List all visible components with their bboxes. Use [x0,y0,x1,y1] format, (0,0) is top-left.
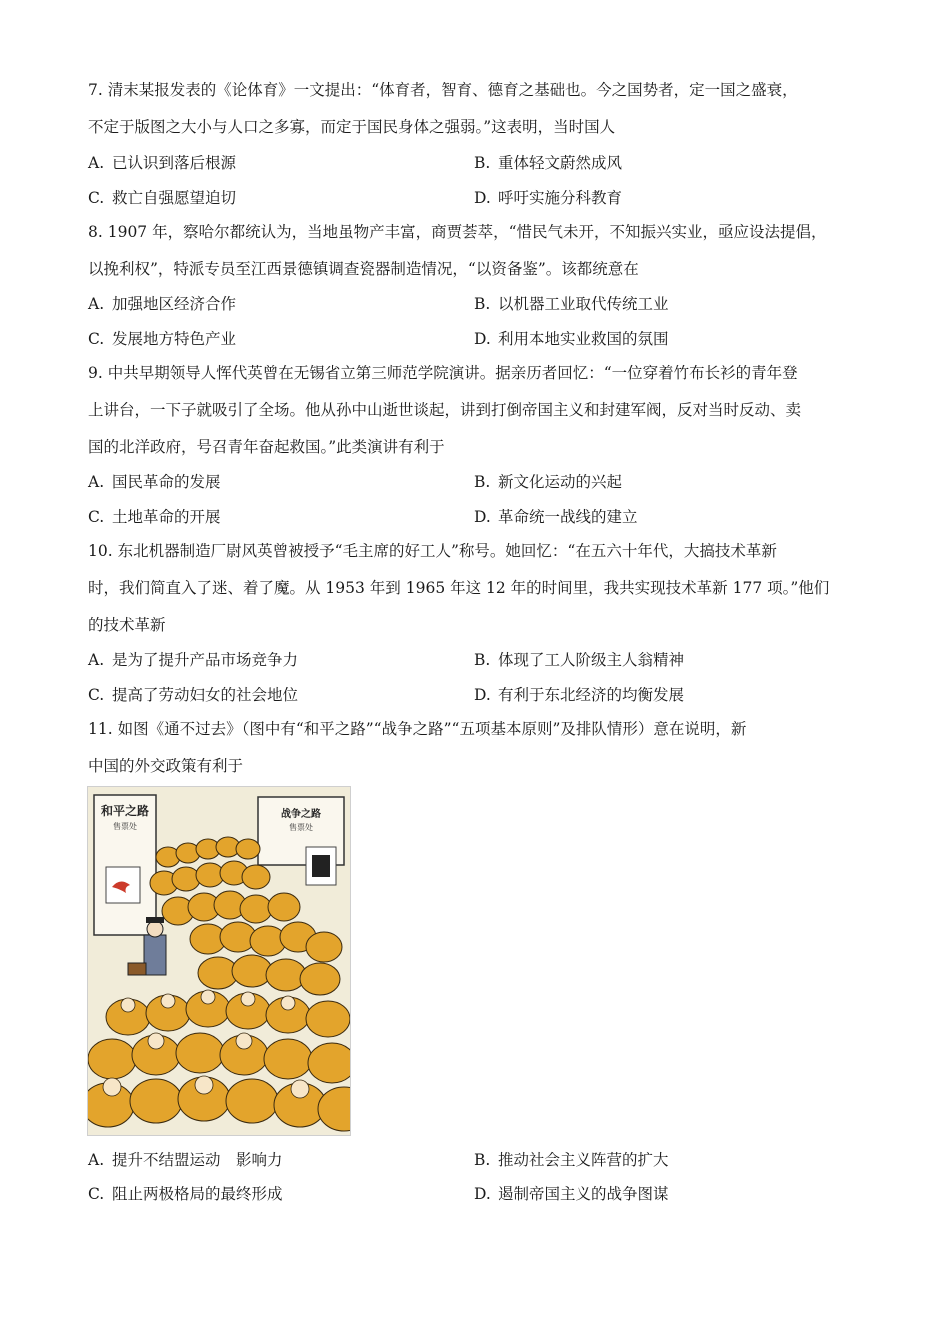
question-9-option-b[interactable]: B. 新文化运动的兴起 [474,473,623,491]
question-7-option-b[interactable]: B. 重体轻文蔚然成风 [474,154,623,172]
question-8 [88,214,870,288]
question-7-line-1: 7. 清末某报发表的《论体育》一文提出：“体育者，智育、德育之基础也。今之国势者，定一国之盛衰， [88,81,798,99]
question-11-options-row-2 [88,1179,870,1209]
question-11-line-2: 中国的外交政策有利于 [88,757,244,775]
question-8-option-c[interactable]: C. 发展地方特色产业 [88,330,237,348]
question-8-option-b[interactable]: B. 以机器工业取代传统工业 [474,295,669,313]
question-8-option-a[interactable]: A. 加强地区经济合作 [88,295,237,313]
question-10-options-row-2 [88,680,870,710]
question-9-option-a[interactable]: A. 国民革命的发展 [88,473,221,491]
question-9 [88,355,870,466]
question-8-line-2: 以挽利权”，特派专员至江西景德镇调查瓷器制造情况，“以资备鉴”。该都统意在 [88,260,639,278]
cartoon-illustration [87,786,351,1136]
peace-road-sub: 售票处 [113,822,137,831]
question-11-line-1: 11. 如图《通不过去》（图中有“和平之路”“战争之路”“五项基本原则”及排队情形）意在说明，新 [88,720,747,738]
war-poster-mark [312,855,330,877]
question-10 [88,533,870,644]
question-8-options-row-2 [88,324,870,354]
question-9-option-d[interactable]: D. 革命统一战线的建立 [474,508,638,526]
question-7 [88,72,870,146]
question-8-options-row-1 [88,289,870,319]
question-11-option-a[interactable]: A. 提升不结盟运动 影响力 [88,1151,283,1169]
question-11-options-row-1 [88,1145,870,1175]
question-10-option-b[interactable]: B. 体现了工人阶级主人翁精神 [474,651,685,669]
question-11-option-d[interactable]: D. 遏制帝国主义的战争图谋 [474,1185,669,1203]
question-7-option-d[interactable]: D. 呼吁实施分科教育 [474,189,623,207]
question-10-option-a[interactable]: A. 是为了提升产品市场竞争力 [88,651,299,669]
question-10-line-3: 的技术革新 [88,616,166,634]
question-11-option-b[interactable]: B. 推动社会主义阵营的扩大 [474,1151,669,1169]
question-9-options-row-2 [88,502,870,532]
question-10-option-d[interactable]: D. 有利于东北经济的均衡发展 [474,686,685,704]
suitcase-icon [128,963,146,975]
question-7-option-a[interactable]: A. 已认识到落后根源 [88,154,237,172]
question-7-line-2: 不定于版图之大小与人口之多寡，而定于国民身体之强弱。”这表明，当时国人 [88,118,616,136]
question-11-option-c[interactable]: C. 阻止两极格局的最终形成 [88,1185,283,1203]
question-7-options-row-2 [88,183,870,213]
question-10-line-2: 时，我们简直入了迷、着了魔。从 1953 年到 1965 年这 12 年的时间里，我共实现技术革新 177 项。”他们 [88,579,830,597]
question-9-option-c[interactable]: C. 土地革命的开展 [88,508,221,526]
question-8-option-d[interactable]: D. 利用本地实业救国的氛围 [474,330,669,348]
question-7-options-row-1 [88,148,870,178]
war-road-sign: 战争之路 [281,809,321,820]
question-9-line-3: 国的北洋政府，号召青年奋起救国。”此类演讲有利于 [88,438,445,456]
peace-road-sign: 和平之路 [100,804,150,818]
question-10-line-1: 10. 东北机器制造厂尉风英曾被授予“毛主席的好工人”称号。她回忆：“在五六十年代，大搞技术革新 [88,542,777,560]
question-9-options-row-1 [88,467,870,497]
war-road-sub: 售票处 [289,823,313,832]
question-11 [88,711,870,785]
question-9-line-1: 9. 中共早期领导人恽代英曾在无锡省立第三师范学院演讲。据亲历者回忆：“一位穿着竹布长衫的青年登 [88,364,798,382]
question-10-options-row-1 [88,645,870,675]
question-9-line-2: 上讲台，一下子就吸引了全场。他从孙中山逝世谈起，讲到打倒帝国主义和封建军阀，反对当时反动、卖 [88,401,802,419]
cartoon-drawing [88,787,350,1135]
question-8-line-1: 8. 1907 年，察哈尔都统认为，当地虽物产丰富，商贾荟萃，“惜民气未开，不知振兴实业，亟应设法提倡， [88,223,827,241]
question-7-option-c[interactable]: C. 救亡自强愿望迫切 [88,189,237,207]
question-10-option-c[interactable]: C. 提高了劳动妇女的社会地位 [88,686,299,704]
